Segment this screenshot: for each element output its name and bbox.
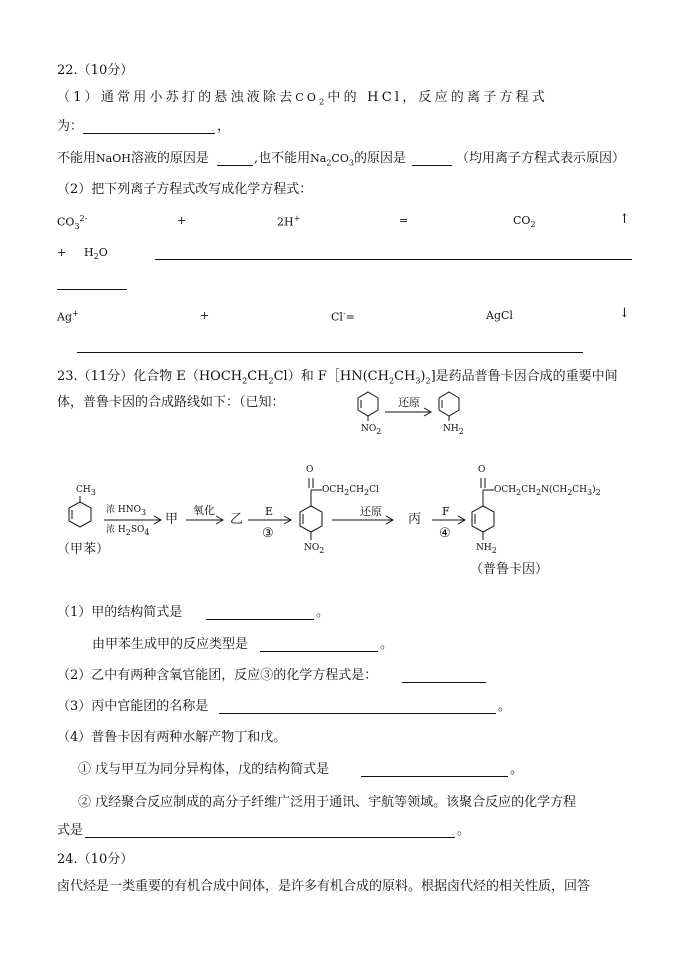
- q23-line2: 体，普鲁卡因的合成路线如下：（已知：: [57, 395, 285, 410]
- eq1b-plus: +: [57, 246, 67, 259]
- answer-blank[interactable]: [219, 713, 496, 714]
- eq1-up-arrow: ↑: [619, 212, 630, 227]
- q22-line1: （1）通常用小苏打的悬浊液除去$CO_2$中的 HCl，反应的离子方程式: [57, 90, 548, 107]
- toluene-label: （甲苯）: [57, 542, 110, 557]
- q22-title: 22.（10分）: [57, 63, 134, 78]
- eq1b-h2o: $H_2O$: [84, 246, 108, 262]
- ester2-nh2: $NH_2$: [476, 543, 497, 555]
- eq2-ag: Ag+: [57, 309, 79, 324]
- step-3-label: ③: [262, 526, 274, 541]
- hint-reduce-label: 还原: [398, 396, 420, 409]
- ester1-chain: $OCH_2CH_2Cl$: [322, 485, 379, 497]
- q23-s4: （4）普鲁卡因有两种水解产物丁和戊。: [57, 730, 287, 745]
- eq1-eq: =: [399, 214, 409, 227]
- q23-s1b: 由甲苯生成甲的反应类型是: [92, 637, 249, 652]
- hint-no2: $NO_2$: [361, 424, 382, 436]
- answer-blank[interactable]: [206, 619, 314, 620]
- q22-line2: 为：: [57, 119, 84, 134]
- answer-blank[interactable]: [402, 682, 486, 683]
- reagent-f: F: [442, 505, 450, 518]
- answer-blank[interactable]: [85, 837, 455, 838]
- q22-line4: （2）把下列离子方程式改写成化学方程式：: [57, 182, 313, 197]
- procaine-label: （普鲁卡因）: [470, 562, 549, 577]
- q24-title: 24.（10分）: [57, 852, 134, 867]
- ester1-o: O: [306, 465, 314, 475]
- ester2-chain: $OCH_2CH_2N(CH_2CH_3)_2$: [494, 485, 601, 497]
- q22-line3: 不能用NaOH溶液的原因是: [57, 151, 209, 166]
- reagent-hno3: 浓 $HNO_3$: [106, 505, 147, 517]
- reagent-oxidation: 氧化: [193, 504, 215, 517]
- eq1-plus: +: [177, 214, 187, 227]
- eq2-agcl: AgCl: [486, 309, 513, 322]
- ester2-o: O: [478, 465, 486, 475]
- hint-nh2: $NH_2$: [443, 424, 464, 436]
- answer-blank[interactable]: [361, 776, 508, 777]
- compound-jia: 甲: [165, 512, 179, 527]
- q23-s1: （1）甲的结构简式是: [57, 605, 183, 620]
- eq2-down-arrow: ↓: [619, 306, 630, 321]
- step-4-label: ④: [439, 526, 451, 541]
- reagent-reduce: 还原: [360, 505, 382, 518]
- reagent-h2so4: 浓 $H_2SO_4$: [106, 525, 150, 537]
- eq2-plus: +: [200, 309, 210, 322]
- q23-s4-3: 式是: [57, 823, 84, 838]
- q23-s2: （2）乙中有两种含氧官能团，反应③的化学方程式是：: [57, 668, 378, 683]
- eq1-2h: 2H+: [277, 214, 301, 229]
- answer-blank[interactable]: [260, 651, 378, 652]
- q23-line1: 23.（11分）化合物 $E(HOCH_2CH_2Cl)$和 $F[HN(CH_2CH_3)_2$]是药品普鲁卡因合成的重要中间: [57, 369, 618, 386]
- toluene-ch3: $CH_3$: [76, 485, 96, 497]
- q23-s4-2: ② 戊经聚合反应制成的高分子纤维广泛用于通讯、宇航等领域。该聚合反应的化学方程: [78, 795, 577, 810]
- eq1-co2: $CO_2$: [513, 214, 536, 230]
- ester1-no2: $NO_2$: [304, 543, 325, 555]
- q23-s3: （3）丙中官能团的名称是: [57, 699, 209, 714]
- eq1-co3: $CO_3^{2-}$: [57, 214, 88, 231]
- q23-s4-1: ① 戊与甲互为同分异构体，戊的结构简式是: [78, 762, 330, 777]
- compound-bing: 丙: [408, 512, 422, 527]
- reagent-e: E: [265, 505, 274, 518]
- eq2-cl: Cl-=: [331, 309, 355, 324]
- q24-line1: 卤代烃是一类重要的有机合成中间体，是许多有机合成的原料。根据卤代烃的相关性质，回答: [57, 879, 591, 894]
- compound-yi: 乙: [230, 512, 244, 527]
